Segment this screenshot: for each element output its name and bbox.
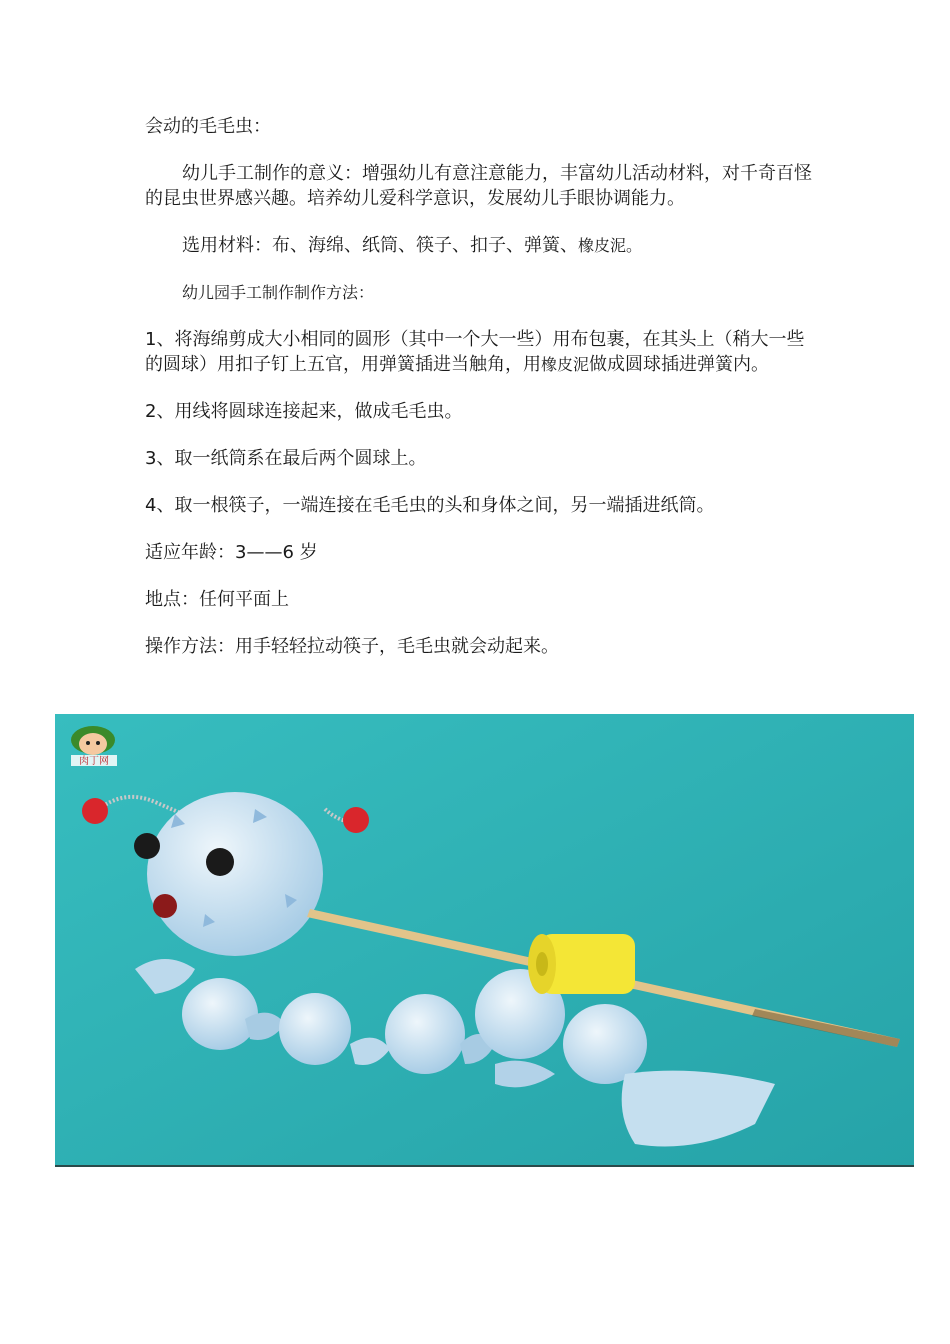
step-4: 4、取一根筷子，一端连接在毛毛虫的头和身体之间，另一端插进纸筒。 [145, 495, 715, 516]
caterpillar-illustration [55, 714, 914, 1165]
materials-main: 选用材料：布、海绵、纸筒、筷子、扣子、弹簧、 [182, 235, 578, 256]
age-line: 适应年龄：3——6 岁 [145, 542, 318, 563]
materials-tail: 橡皮泥。 [578, 236, 643, 255]
step-1-text-a: 1、将海绵剪成大小相同的圆形（其中一个大一些）用布包裹，在其头上（稍大一些的圆球）用扣子钉上五官，用弹簧插进当触角，用 [145, 329, 805, 375]
materials-paragraph [145, 233, 815, 258]
step-1 [145, 327, 815, 377]
eye-right [206, 848, 234, 876]
step-2: 2、用线将圆球连接起来，做成毛毛虫。 [145, 401, 463, 422]
step-1-text-b: 橡皮泥 [541, 355, 590, 374]
operation-line: 操作方法：用手轻轻拉动筷子，毛毛虫就会动起来。 [145, 636, 559, 657]
sponge-tube [528, 934, 635, 994]
rouding-logo [71, 726, 117, 767]
step-1-text-c: 做成圆球插进弹簧内。 [589, 354, 770, 375]
method-heading: 幼儿园手工制作制作方法： [182, 283, 375, 302]
mouth-button [153, 894, 177, 918]
place-line: 地点：任何平面上 [145, 589, 289, 610]
antenna-ball-right [343, 807, 369, 833]
meaning-paragraph: 幼儿手工制作的意义：增强幼儿有意注意能力，丰富幼儿活动材料，对千奇百怪的昆虫世界感兴趣。培养幼儿爱科学意识，发展幼儿手眼协调能力。 [145, 163, 812, 209]
logo-watermark-text: 肉丁网 [79, 756, 109, 767]
caterpillar-photo [55, 714, 914, 1167]
doc-title: 会动的毛毛虫： [145, 116, 271, 137]
antenna-ball-left [82, 798, 108, 824]
document-body [145, 114, 815, 681]
step-3: 3、取一纸筒系在最后两个圆球上。 [145, 448, 427, 469]
eye-left [134, 833, 160, 859]
